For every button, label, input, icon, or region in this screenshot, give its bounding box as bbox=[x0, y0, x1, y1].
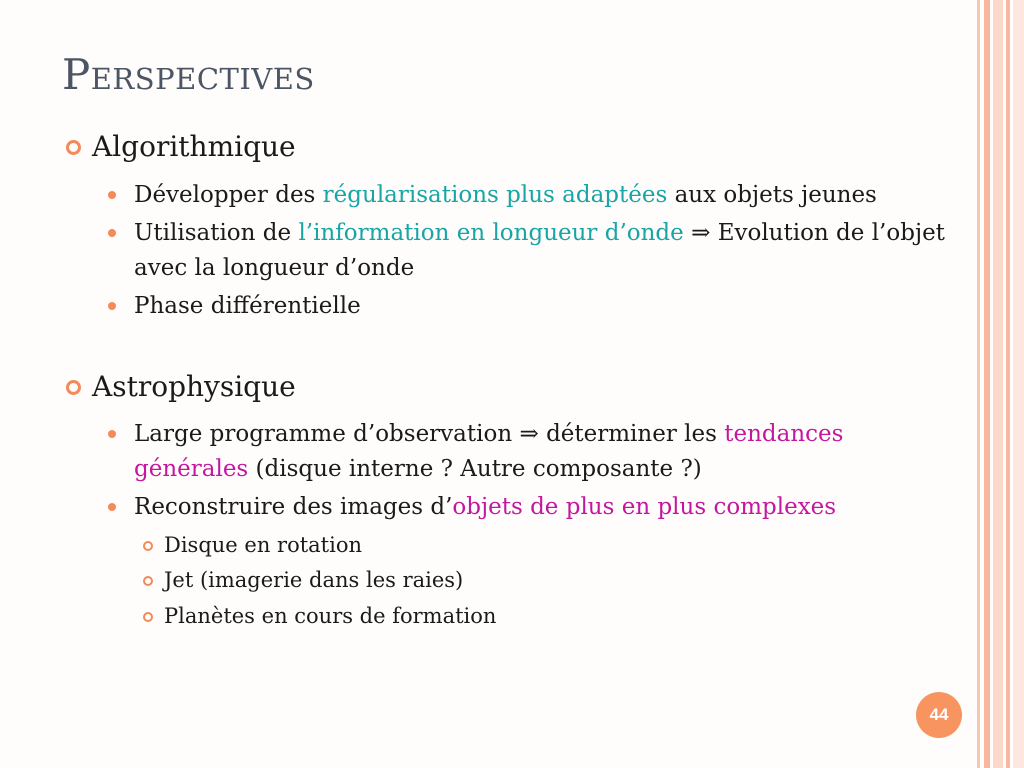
implies-arrow: ⇒ bbox=[683, 220, 718, 247]
page-number-badge: 44 bbox=[916, 692, 962, 738]
decorative-stripe bbox=[993, 0, 1003, 768]
small-circle-bullet-icon bbox=[143, 576, 153, 586]
decorative-stripe bbox=[1013, 0, 1024, 768]
bullet-highlight: régularisations plus adaptées bbox=[322, 181, 668, 208]
bullet-text: Développer des bbox=[134, 181, 323, 208]
section-heading-text: Algorithmique bbox=[92, 130, 296, 163]
bullet-highlight: tendances générales bbox=[134, 421, 844, 482]
section-heading-algorithmique bbox=[62, 130, 952, 164]
bullet-item bbox=[104, 417, 952, 486]
circle-bullet-icon bbox=[66, 380, 81, 395]
circle-bullet-icon bbox=[66, 140, 81, 155]
slide-title: Perspectives bbox=[62, 50, 315, 99]
section-heading-text: Astrophysique bbox=[92, 369, 296, 403]
small-circle-bullet-icon bbox=[143, 541, 153, 551]
sub-bullet-item bbox=[140, 600, 952, 633]
bullet-item bbox=[104, 289, 952, 324]
bullet-text: Reconstruire des images d’ bbox=[134, 494, 453, 521]
bullet-highlight: objets de plus en plus complexes bbox=[452, 494, 837, 521]
bullet-text: (disque interne ? Autre composante ?) bbox=[248, 455, 702, 482]
bullet-item bbox=[104, 178, 952, 213]
bullet-text: Large programme d’observation bbox=[134, 421, 513, 448]
slide-content bbox=[62, 130, 952, 635]
bullet-text: Phase différentielle bbox=[134, 293, 361, 320]
bullet-text: déterminer les bbox=[546, 421, 725, 448]
sub-bullet-text: Planètes en cours de formation bbox=[164, 603, 497, 628]
bullet-text: aux objets jeunes bbox=[667, 181, 877, 208]
implies-arrow: ⇒ bbox=[512, 421, 547, 448]
section-heading-astrophysique bbox=[62, 370, 952, 404]
bullet-text: Evolution de l’objet avec la longueur d’onde bbox=[134, 220, 945, 281]
sub-bullet-item bbox=[140, 564, 952, 597]
sub-bullet-text: Disque en rotation bbox=[164, 532, 362, 557]
dot-bullet-icon bbox=[108, 229, 116, 237]
decorative-stripe bbox=[1006, 0, 1010, 768]
dot-bullet-icon bbox=[108, 503, 116, 511]
sub-bullet-item bbox=[140, 529, 952, 562]
bullet-text: Utilisation de bbox=[134, 220, 299, 247]
decorative-stripe bbox=[984, 0, 990, 768]
dot-bullet-icon bbox=[108, 191, 116, 199]
dot-bullet-icon bbox=[108, 430, 116, 438]
bullet-item bbox=[104, 216, 952, 285]
sub-bullet-text: Jet (imagerie dans les raies) bbox=[164, 568, 464, 593]
decorative-stripe bbox=[977, 0, 980, 768]
bullet-highlight: l’information en longueur d’onde bbox=[298, 220, 684, 247]
small-circle-bullet-icon bbox=[143, 612, 153, 622]
dot-bullet-icon bbox=[108, 302, 116, 310]
bullet-item bbox=[104, 490, 952, 525]
